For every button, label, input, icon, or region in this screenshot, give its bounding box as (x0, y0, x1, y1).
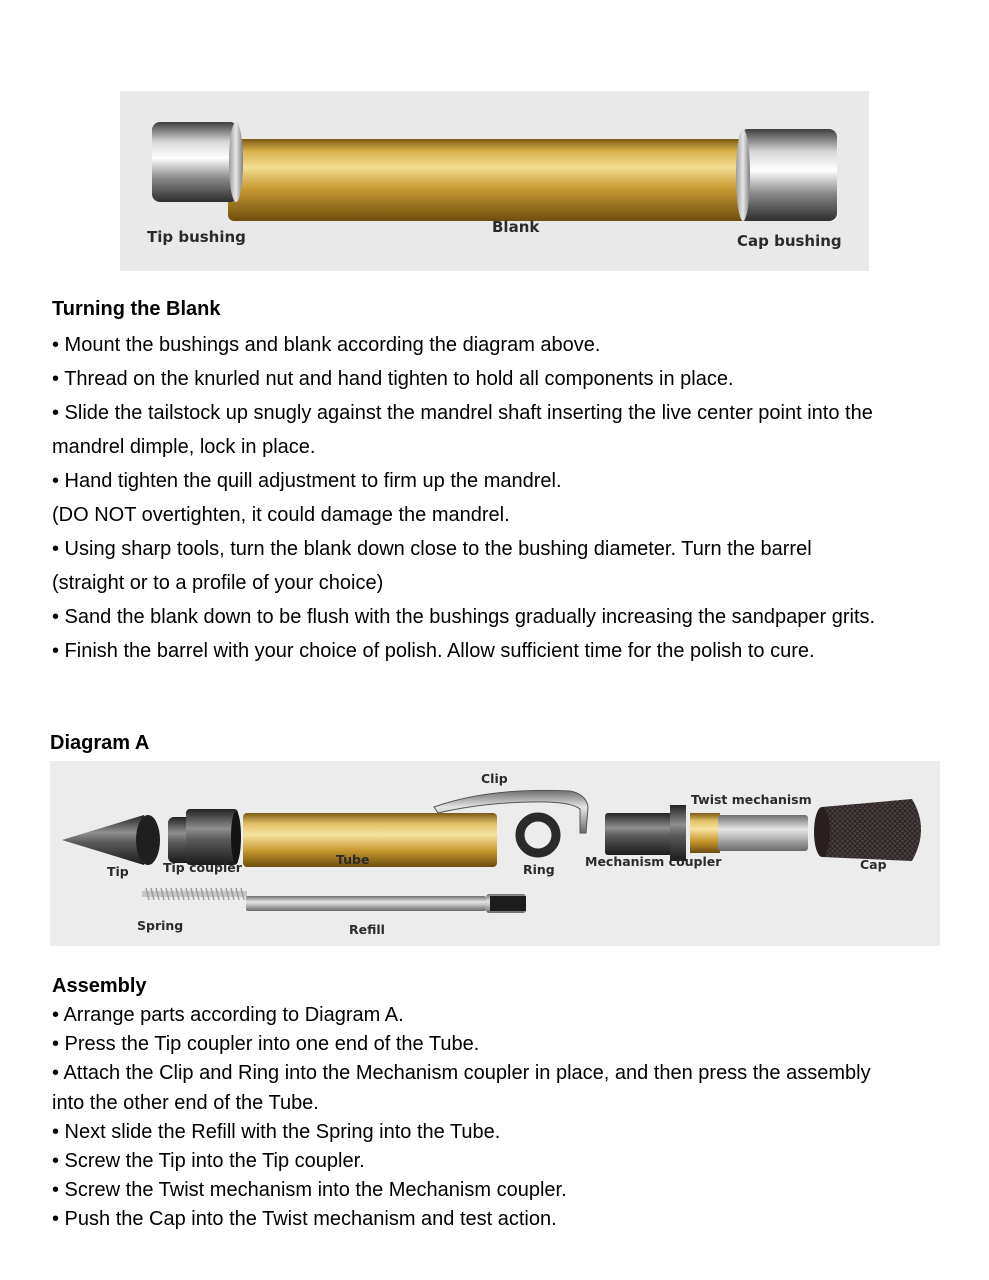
tip-coupler-label: Tip coupler (163, 860, 242, 875)
turning-steps-list (52, 328, 875, 668)
refill-part (246, 896, 486, 911)
list-item: • Screw the Twist mechanism into the Mechanism coupler. (52, 1179, 567, 1202)
list-item: mandrel dimple, lock in place. (52, 436, 316, 458)
clip-label: Clip (481, 771, 508, 786)
list-item: • Sand the blank down to be flush with the bushings gradually increasing the sandpaper grits. (52, 606, 876, 628)
list-item: • Hand tighten the quill adjustment to firm up the mandrel. (52, 470, 562, 492)
list-item: • Push the Cap into the Twist mechanism and test action. (52, 1208, 557, 1231)
cap-bushing (740, 129, 837, 221)
cap-label: Cap (860, 857, 887, 872)
tip-bushing (152, 122, 238, 202)
twist-mechanism-part (690, 813, 720, 853)
mechanism-coupler-label: Mechanism coupler (585, 854, 722, 869)
list-item: • Mount the bushings and blank according the diagram above. (52, 334, 601, 356)
list-item: • Using sharp tools, turn the blank down close to the bushing diameter. Turn the barrel (52, 538, 812, 560)
list-item: • Next slide the Refill with the Spring into the Tube. (52, 1120, 501, 1143)
cap-part (822, 799, 921, 861)
tip-bushing-label: Tip bushing (147, 228, 246, 246)
ring-label: Ring (523, 862, 555, 877)
bushings-blank-photo (120, 91, 869, 271)
diagram-a-photo (50, 761, 940, 946)
assembly-steps-list (52, 1001, 871, 1235)
list-item: • Press the Tip coupler into one end of the Tube. (52, 1033, 480, 1056)
list-item: (straight or to a profile of your choice) (52, 572, 384, 594)
list-item: • Screw the Tip into the Tip coupler. (52, 1150, 365, 1173)
tube-part (243, 813, 497, 867)
cap-bushing-label: Cap bushing (737, 232, 842, 250)
assembly-heading: Assembly (52, 975, 147, 997)
list-item: (DO NOT overtighten, it could damage the mandrel. (52, 504, 510, 526)
list-item: • Attach the Clip and Ring into the Mechanism coupler in place, and then press the assembly (52, 1062, 871, 1085)
list-item: into the other end of the Tube. (52, 1091, 319, 1114)
list-item: • Arrange parts according to Diagram A. (52, 1004, 404, 1026)
tip-label: Tip (107, 864, 129, 879)
spring-label: Spring (137, 918, 184, 933)
twist-mechanism-label: Twist mechanism (691, 792, 812, 807)
list-item: • Slide the tailstock up snugly against the mandrel shaft inserting the live center point into the (52, 402, 873, 424)
tube-label: Tube (336, 852, 370, 867)
turning-heading: Turning the Blank (52, 298, 221, 320)
blank-label: Blank (492, 218, 540, 236)
list-item: • Finish the barrel with your choice of polish. Allow sufficient time for the polish to cure. (52, 640, 815, 662)
refill-label: Refill (349, 922, 385, 937)
blank-tube (228, 139, 768, 221)
list-item: • Thread on the knurled nut and hand tighten to hold all components in place. (52, 368, 734, 390)
diagram-a-heading: Diagram A (50, 732, 150, 754)
